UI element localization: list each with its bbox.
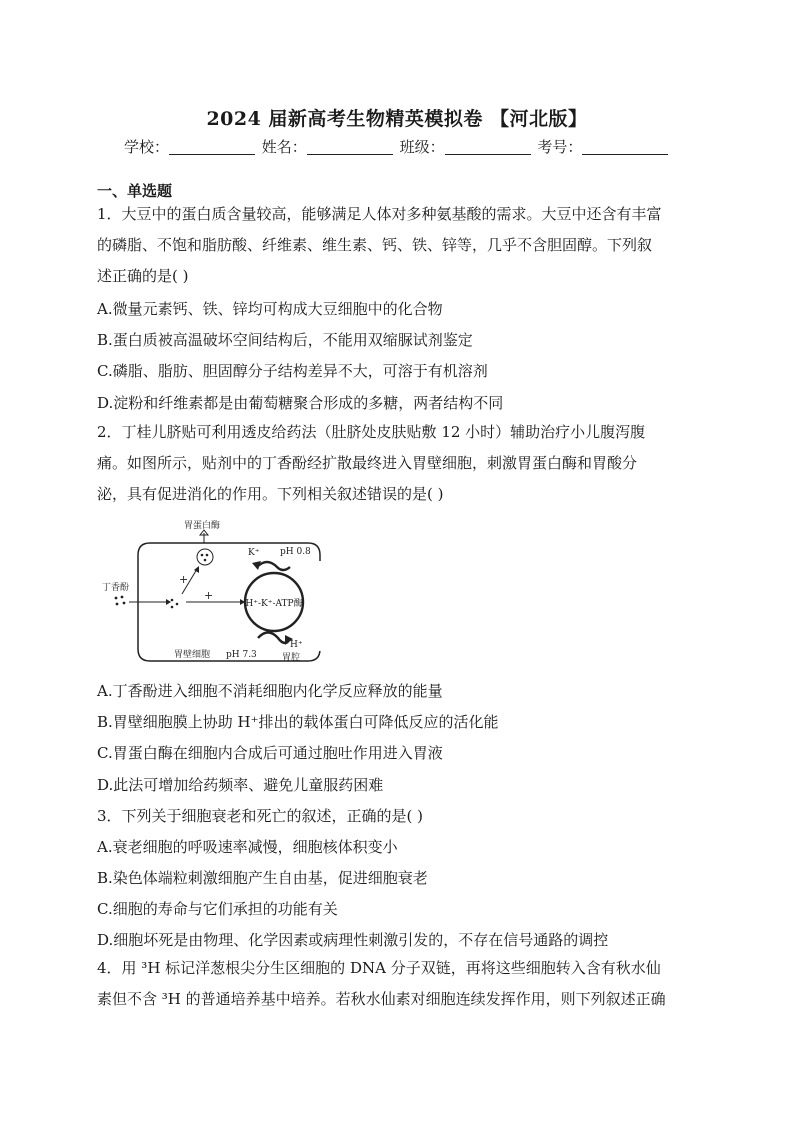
- name-label: 姓名：: [261, 138, 307, 156]
- lumen-ph-label: pH 0.8: [280, 547, 311, 557]
- eugenol-dot: [115, 597, 118, 600]
- option-a[interactable]: A.丁香酚进入细胞不消耗细胞内化学反应释放的能量: [97, 682, 443, 700]
- option-c[interactable]: C.胃蛋白酶在细胞内合成后可通过胞吐作用进入胃液: [97, 744, 443, 762]
- question-text-line: 述正确的是( ): [97, 267, 189, 285]
- option-c[interactable]: C.细胞的寿命与它们承担的功能有关: [97, 900, 338, 918]
- question-1-stem: [97, 199, 697, 292]
- eugenol-dot: [116, 603, 119, 606]
- option-a[interactable]: A.衰老细胞的呼吸速率减慢，细胞核体积变小: [97, 838, 398, 856]
- eugenol-label: 丁香酚: [102, 583, 130, 593]
- eugenol-dot: [171, 606, 174, 609]
- option-d[interactable]: D.细胞坏死是由物理、化学因素或病理性刺激引发的，不存在信号通路的调控: [97, 931, 609, 949]
- exam-title: 2024 届新高考生物精英模拟卷 【河北版】: [206, 108, 588, 130]
- option-d[interactable]: D.此法可增加给药频率、避免儿童服药困难: [97, 776, 384, 794]
- proton-pump-label: H⁺-K⁺-ATP酶: [245, 599, 303, 609]
- option-c[interactable]: C.磷脂、脂肪、胆固醇分子结构差异不大，可溶于有机溶剂: [97, 362, 488, 380]
- option-b[interactable]: B.蛋白质被高温破坏空间结构后，不能用双缩脲试剂鉴定: [97, 331, 473, 349]
- student-info-row: [124, 136, 670, 157]
- class-blank[interactable]: [445, 140, 531, 155]
- option-b[interactable]: B.胃壁细胞膜上协助 H⁺排出的载体蛋白可降低反应的活化能: [97, 713, 499, 731]
- plus-sign: +: [179, 573, 189, 586]
- question-text-line: 泌，具有促进消化的作用。下列相关叙述错误的是( ): [97, 485, 444, 503]
- k-ion-label: K⁺: [248, 548, 260, 558]
- section-title: 一、单选题: [97, 182, 173, 200]
- vesicle-dot: [204, 559, 207, 562]
- pepsin-label: 胃蛋白酶: [184, 521, 221, 531]
- eugenol-dot: [123, 602, 126, 605]
- h-ion-label: H⁺: [290, 640, 303, 650]
- school-label: 学校：: [124, 138, 170, 156]
- vesicle-dot: [201, 554, 204, 557]
- school-blank[interactable]: [169, 140, 255, 155]
- question-text-line: 4．用 ³H 标记洋葱根尖分生区细胞的 DNA 分子双链，再将这些细胞转入含有秋水仙: [97, 959, 661, 977]
- exam-number-label: 考号：: [537, 138, 583, 156]
- entry-arrowhead: [166, 599, 171, 605]
- question-3-stem: 3．下列关于细胞衰老和死亡的叙述，正确的是( ): [97, 807, 424, 825]
- question-2-stem: [97, 417, 697, 510]
- cell-label: 胃壁细胞: [174, 650, 211, 660]
- option-a[interactable]: A.微量元素钙、铁、锌均可构成大豆细胞中的化合物: [97, 300, 443, 318]
- pepsin-vesicle: [197, 549, 213, 565]
- question-4-stem: [97, 953, 697, 1015]
- question-text-line: 痛。如图所示，贴剂中的丁香酚经扩散最终进入胃壁细胞，刺激胃蛋白酶和胃酸分: [97, 454, 638, 472]
- question-text-line: 素但不含 ³H 的普通培养基中培养。若秋水仙素对细胞连续发挥作用，则下列叙述正确: [97, 990, 666, 1008]
- question-text-line: 的磷脂、不饱和脂肪酸、纤维素、维生素、钙、铁、锌等，几乎不含胆固醇。下列叙: [97, 236, 653, 254]
- question-text-line: 2．丁桂儿脐贴可利用透皮给药法（肚脐处皮肤贴敷 12 小时）辅助治疗小儿腹泻腹: [97, 423, 646, 441]
- question-text-line: 1．大豆中的蛋白质含量较高，能够满足人体对多种氨基酸的需求。大豆中还含有丰富: [97, 205, 662, 223]
- eugenol-dot: [171, 599, 174, 602]
- stomach-cell-diagram: [102, 517, 332, 667]
- name-blank[interactable]: [307, 140, 393, 155]
- k-ion-arrow: [257, 562, 290, 570]
- exam-number-blank[interactable]: [582, 140, 668, 155]
- option-b[interactable]: B.染色体端粒刺激细胞产生自由基，促进细胞衰老: [97, 869, 428, 887]
- option-d[interactable]: D.淀粉和纤维素都是由葡萄糖聚合形成的多糖，两者结构不同: [97, 394, 504, 412]
- eugenol-dot: [121, 596, 124, 599]
- vesicle-dot: [206, 554, 209, 557]
- h-ion-arrow: [258, 633, 288, 643]
- eugenol-dot: [176, 603, 179, 606]
- membrane-gap: [312, 561, 328, 651]
- plus-sign: +: [204, 589, 214, 602]
- class-label: 班级：: [399, 138, 445, 156]
- cell-ph-label: pH 7.3: [226, 650, 257, 660]
- lumen-label: 胃腔: [282, 653, 301, 663]
